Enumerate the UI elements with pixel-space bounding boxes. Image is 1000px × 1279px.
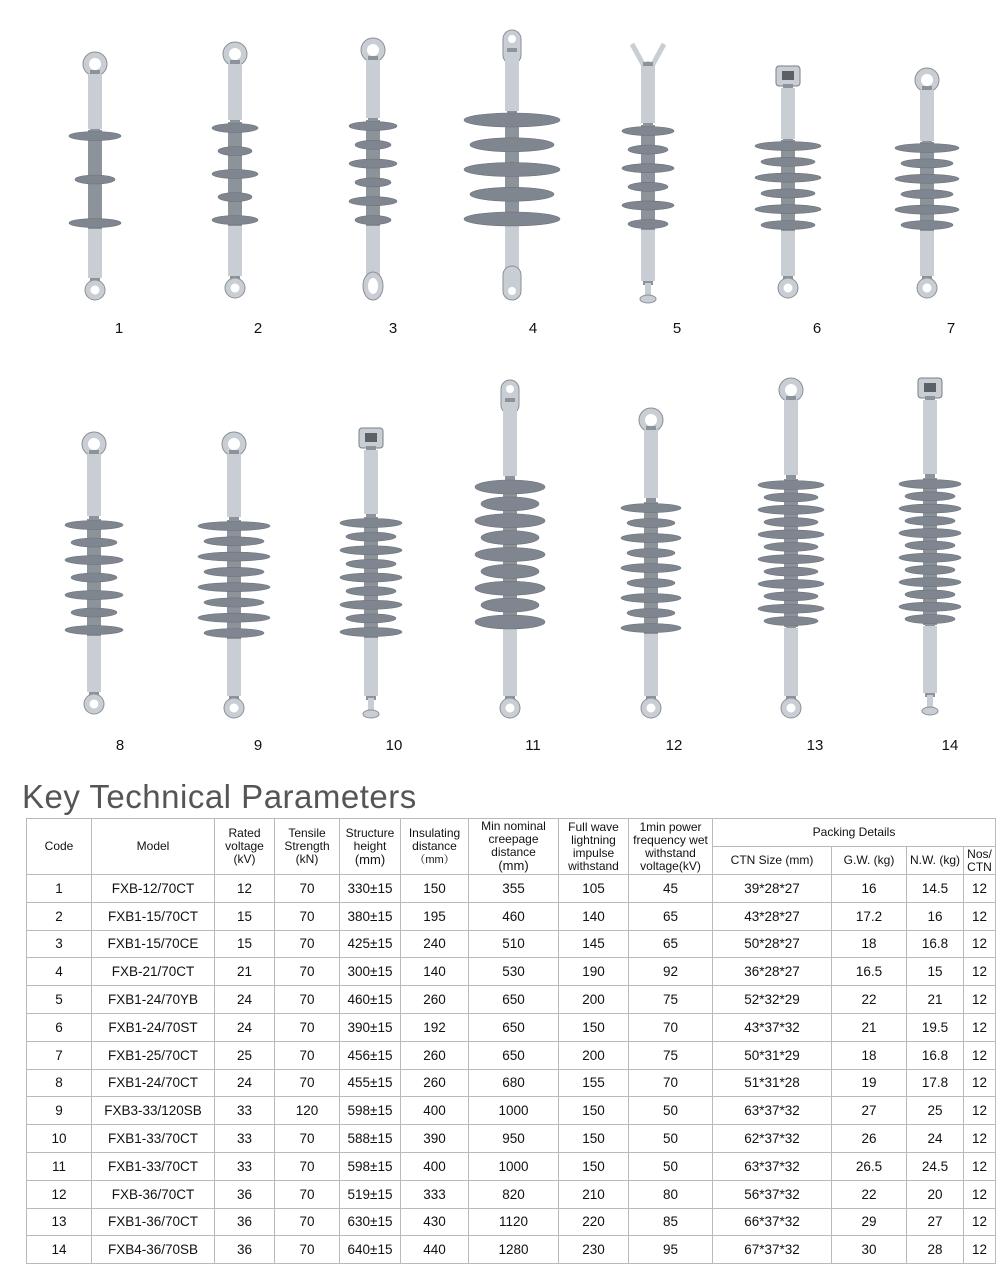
- cell-height: 425±15: [340, 930, 401, 958]
- cell-gw: 26: [832, 1125, 907, 1153]
- cell-rated: 24: [215, 1069, 275, 1097]
- cell-model: FXB1-15/70CE: [92, 930, 215, 958]
- cell-nw: 25: [907, 1097, 964, 1125]
- cell-model: FXB1-33/70CT: [92, 1152, 215, 1180]
- cell-gw: 19: [832, 1069, 907, 1097]
- cell-ctn: 63*37*32: [713, 1152, 832, 1180]
- insulator-7: [885, 68, 969, 298]
- cell-creep: 650: [469, 1013, 559, 1041]
- cell-insul: 400: [401, 1152, 469, 1180]
- cell-insul: 260: [401, 1069, 469, 1097]
- cell-freq: 75: [629, 986, 713, 1014]
- insulator-12: [611, 408, 691, 718]
- cell-tensile: 70: [275, 986, 340, 1014]
- insulator-number: 7: [946, 320, 956, 337]
- header-model: Model: [92, 819, 215, 875]
- cell-height: 598±15: [340, 1152, 401, 1180]
- cell-creep: 1120: [469, 1208, 559, 1236]
- cell-lightning: 150: [559, 1152, 629, 1180]
- table-row: [27, 930, 996, 958]
- insulator-drawing: [339, 38, 407, 300]
- cell-insul: 150: [401, 875, 469, 903]
- cell-code: 2: [27, 902, 92, 930]
- cell-height: 588±15: [340, 1125, 401, 1153]
- cell-ctn: 36*28*27: [713, 958, 832, 986]
- cell-lightning: 200: [559, 986, 629, 1014]
- cell-freq: 75: [629, 1041, 713, 1069]
- cell-height: 330±15: [340, 875, 401, 903]
- cell-lightning: 230: [559, 1236, 629, 1264]
- cell-insul: 195: [401, 902, 469, 930]
- cell-nos: 12: [964, 986, 996, 1014]
- table-row: [27, 1013, 996, 1041]
- header-code: Code: [27, 819, 92, 875]
- cell-model: FXB-21/70CT: [92, 958, 215, 986]
- insulator-drawing: [611, 408, 691, 718]
- cell-height: 630±15: [340, 1208, 401, 1236]
- cell-gw: 17.2: [832, 902, 907, 930]
- cell-freq: 50: [629, 1152, 713, 1180]
- cell-tensile: 120: [275, 1097, 340, 1125]
- cell-nw: 21: [907, 986, 964, 1014]
- cell-creep: 680: [469, 1069, 559, 1097]
- cell-freq: 45: [629, 875, 713, 903]
- insulator-1: [59, 52, 131, 300]
- cell-tensile: 70: [275, 1152, 340, 1180]
- insulator-drawing: [612, 44, 684, 303]
- cell-creep: 820: [469, 1180, 559, 1208]
- header-insulating-distance: Insulating distance （mm）: [401, 819, 469, 875]
- cell-freq: 70: [629, 1069, 713, 1097]
- cell-tensile: 70: [275, 902, 340, 930]
- cell-nos: 12: [964, 1236, 996, 1264]
- cell-gw: 29: [832, 1208, 907, 1236]
- header-tensile-strength: Tensile Strength (kN): [275, 819, 340, 875]
- table-row: [27, 1208, 996, 1236]
- cell-lightning: 150: [559, 1013, 629, 1041]
- cell-nw: 16.8: [907, 1041, 964, 1069]
- cell-height: 456±15: [340, 1041, 401, 1069]
- insulator-drawing: [188, 432, 280, 718]
- cell-nw: 20: [907, 1180, 964, 1208]
- cell-tensile: 70: [275, 1069, 340, 1097]
- cell-height: 460±15: [340, 986, 401, 1014]
- cell-nos: 12: [964, 1125, 996, 1153]
- table-row: [27, 875, 996, 903]
- cell-code: 11: [27, 1152, 92, 1180]
- cell-nw: 24.5: [907, 1152, 964, 1180]
- insulator-drawing: [889, 378, 971, 715]
- cell-tensile: 70: [275, 1180, 340, 1208]
- insulator-3: [339, 38, 407, 300]
- cell-ctn: 43*28*27: [713, 902, 832, 930]
- cell-creep: 510: [469, 930, 559, 958]
- cell-creep: 460: [469, 902, 559, 930]
- cell-rated: 33: [215, 1125, 275, 1153]
- insulator-number: 9: [253, 737, 263, 754]
- header-nos-ctn: Nos/ CTN: [964, 847, 996, 875]
- cell-creep: 1000: [469, 1097, 559, 1125]
- insulator-4: [454, 30, 570, 300]
- cell-lightning: 140: [559, 902, 629, 930]
- cell-nos: 12: [964, 930, 996, 958]
- cell-lightning: 155: [559, 1069, 629, 1097]
- header-power-frequency: 1min power frequency wet withstand voltage(kV): [629, 819, 713, 875]
- cell-ctn: 39*28*27: [713, 875, 832, 903]
- insulator-10: [330, 428, 412, 718]
- header-rated-voltage: Rated voltage (kV): [215, 819, 275, 875]
- cell-height: 380±15: [340, 902, 401, 930]
- cell-rated: 24: [215, 1013, 275, 1041]
- cell-code: 6: [27, 1013, 92, 1041]
- cell-height: 390±15: [340, 1013, 401, 1041]
- cell-model: FXB1-15/70CT: [92, 902, 215, 930]
- cell-insul: 260: [401, 986, 469, 1014]
- cell-model: FXB1-24/70ST: [92, 1013, 215, 1041]
- insulator-13: [748, 378, 834, 718]
- cell-nw: 16: [907, 902, 964, 930]
- cell-gw: 30: [832, 1236, 907, 1264]
- insulator-number: 10: [385, 737, 403, 754]
- cell-code: 7: [27, 1041, 92, 1069]
- insulator-number: 8: [115, 737, 125, 754]
- cell-model: FXB4-36/70SB: [92, 1236, 215, 1264]
- table-row: [27, 1069, 996, 1097]
- insulator-drawing: [465, 380, 555, 718]
- cell-model: FXB1-24/70YB: [92, 986, 215, 1014]
- cell-insul: 240: [401, 930, 469, 958]
- cell-nos: 12: [964, 875, 996, 903]
- cell-freq: 70: [629, 1013, 713, 1041]
- cell-nw: 27: [907, 1208, 964, 1236]
- cell-lightning: 105: [559, 875, 629, 903]
- insulator-drawing: [745, 66, 831, 298]
- header-gross-weight: G.W. (kg): [832, 847, 907, 875]
- cell-creep: 355: [469, 875, 559, 903]
- cell-model: FXB3-33/120SB: [92, 1097, 215, 1125]
- cell-nos: 12: [964, 1069, 996, 1097]
- table-row: [27, 1152, 996, 1180]
- cell-height: 300±15: [340, 958, 401, 986]
- cell-gw: 21: [832, 1013, 907, 1041]
- cell-ctn: 50*31*29: [713, 1041, 832, 1069]
- cell-tensile: 70: [275, 875, 340, 903]
- cell-gw: 16: [832, 875, 907, 903]
- cell-rated: 33: [215, 1152, 275, 1180]
- cell-lightning: 190: [559, 958, 629, 986]
- cell-nos: 12: [964, 958, 996, 986]
- cell-nos: 12: [964, 1013, 996, 1041]
- cell-rated: 15: [215, 930, 275, 958]
- insulator-drawing: [885, 68, 969, 298]
- cell-rated: 21: [215, 958, 275, 986]
- cell-model: FXB1-36/70CT: [92, 1208, 215, 1236]
- cell-lightning: 210: [559, 1180, 629, 1208]
- cell-creep: 1280: [469, 1236, 559, 1264]
- cell-gw: 18: [832, 1041, 907, 1069]
- cell-insul: 440: [401, 1236, 469, 1264]
- cell-nos: 12: [964, 1152, 996, 1180]
- cell-height: 519±15: [340, 1180, 401, 1208]
- insulator-14: [889, 378, 971, 715]
- cell-height: 640±15: [340, 1236, 401, 1264]
- cell-lightning: 150: [559, 1097, 629, 1125]
- cell-tensile: 70: [275, 1125, 340, 1153]
- cell-model: FXB-36/70CT: [92, 1180, 215, 1208]
- cell-ctn: 63*37*32: [713, 1097, 832, 1125]
- cell-model: FXB1-24/70CT: [92, 1069, 215, 1097]
- cell-height: 598±15: [340, 1097, 401, 1125]
- cell-tensile: 70: [275, 1013, 340, 1041]
- cell-lightning: 150: [559, 1125, 629, 1153]
- cell-rated: 33: [215, 1097, 275, 1125]
- cell-nw: 28: [907, 1236, 964, 1264]
- cell-nos: 12: [964, 902, 996, 930]
- cell-gw: 22: [832, 986, 907, 1014]
- insulator-number: 2: [253, 320, 263, 337]
- cell-creep: 650: [469, 986, 559, 1014]
- cell-insul: 260: [401, 1041, 469, 1069]
- cell-rated: 15: [215, 902, 275, 930]
- cell-insul: 192: [401, 1013, 469, 1041]
- insulator-number: 13: [806, 737, 824, 754]
- cell-ctn: 62*37*32: [713, 1125, 832, 1153]
- cell-nos: 12: [964, 1180, 996, 1208]
- cell-model: FXB-12/70CT: [92, 875, 215, 903]
- cell-height: 455±15: [340, 1069, 401, 1097]
- insulator-number: 3: [388, 320, 398, 337]
- cell-rated: 36: [215, 1236, 275, 1264]
- cell-nos: 12: [964, 1041, 996, 1069]
- cell-code: 1: [27, 875, 92, 903]
- cell-ctn: 56*37*32: [713, 1180, 832, 1208]
- cell-tensile: 70: [275, 958, 340, 986]
- insulator-drawing: [59, 52, 131, 300]
- cell-lightning: 220: [559, 1208, 629, 1236]
- table-row: [27, 1097, 996, 1125]
- header-net-weight: N.W. (kg): [907, 847, 964, 875]
- cell-rated: 36: [215, 1208, 275, 1236]
- insulator-number: 14: [941, 737, 959, 754]
- table-row: [27, 1125, 996, 1153]
- cell-lightning: 145: [559, 930, 629, 958]
- cell-gw: 16.5: [832, 958, 907, 986]
- cell-freq: 85: [629, 1208, 713, 1236]
- table-row: [27, 1180, 996, 1208]
- cell-ctn: 66*37*32: [713, 1208, 832, 1236]
- insulator-drawing: [330, 428, 412, 718]
- cell-creep: 650: [469, 1041, 559, 1069]
- cell-creep: 530: [469, 958, 559, 986]
- cell-rated: 25: [215, 1041, 275, 1069]
- cell-code: 12: [27, 1180, 92, 1208]
- cell-rated: 12: [215, 875, 275, 903]
- cell-code: 9: [27, 1097, 92, 1125]
- insulator-5: [612, 44, 684, 303]
- cell-tensile: 70: [275, 1236, 340, 1264]
- cell-model: FXB1-33/70CT: [92, 1125, 215, 1153]
- cell-freq: 50: [629, 1125, 713, 1153]
- insulator-number: 4: [528, 320, 538, 337]
- cell-freq: 65: [629, 902, 713, 930]
- cell-nos: 12: [964, 1208, 996, 1236]
- insulator-9: [188, 432, 280, 718]
- insulator-number: 1: [114, 320, 124, 337]
- cell-insul: 333: [401, 1180, 469, 1208]
- cell-lightning: 200: [559, 1041, 629, 1069]
- header-structure-height: Structure height (mm): [340, 819, 401, 875]
- cell-creep: 950: [469, 1125, 559, 1153]
- parameters-table: [26, 818, 996, 1264]
- cell-rated: 36: [215, 1180, 275, 1208]
- insulator-number: 6: [812, 320, 822, 337]
- section-title: Key Technical Parameters: [22, 778, 417, 815]
- cell-ctn: 43*37*32: [713, 1013, 832, 1041]
- insulator-drawing: [748, 378, 834, 718]
- table-row: [27, 1041, 996, 1069]
- cell-tensile: 70: [275, 1041, 340, 1069]
- cell-ctn: 67*37*32: [713, 1236, 832, 1264]
- cell-insul: 140: [401, 958, 469, 986]
- cell-code: 4: [27, 958, 92, 986]
- table-row: [27, 1236, 996, 1264]
- cell-code: 10: [27, 1125, 92, 1153]
- insulator-6: [745, 66, 831, 298]
- header-lightning-impulse: Full wave lightning impulse withstand: [559, 819, 629, 875]
- cell-freq: 50: [629, 1097, 713, 1125]
- header-packing-details: Packing Details: [713, 819, 996, 847]
- cell-rated: 24: [215, 986, 275, 1014]
- cell-nw: 17.8: [907, 1069, 964, 1097]
- cell-ctn: 52*32*29: [713, 986, 832, 1014]
- cell-ctn: 50*28*27: [713, 930, 832, 958]
- cell-freq: 92: [629, 958, 713, 986]
- cell-gw: 26.5: [832, 1152, 907, 1180]
- cell-tensile: 70: [275, 930, 340, 958]
- insulator-number: 11: [525, 737, 541, 754]
- cell-gw: 18: [832, 930, 907, 958]
- cell-code: 5: [27, 986, 92, 1014]
- cell-nw: 14.5: [907, 875, 964, 903]
- insulator-number: 12: [665, 737, 683, 754]
- table-row: [27, 986, 996, 1014]
- cell-ctn: 51*31*28: [713, 1069, 832, 1097]
- cell-code: 14: [27, 1236, 92, 1264]
- cell-insul: 400: [401, 1097, 469, 1125]
- insulator-drawing: [454, 30, 570, 300]
- cell-gw: 22: [832, 1180, 907, 1208]
- cell-nw: 16.8: [907, 930, 964, 958]
- cell-insul: 430: [401, 1208, 469, 1236]
- insulator-drawing: [55, 432, 133, 714]
- cell-code: 13: [27, 1208, 92, 1236]
- table-row: [27, 958, 996, 986]
- cell-nos: 12: [964, 1097, 996, 1125]
- insulator-number: 5: [672, 320, 682, 337]
- insulator-8: [55, 432, 133, 714]
- cell-nw: 15: [907, 958, 964, 986]
- insulator-2: [202, 42, 268, 298]
- header-creepage-distance: Min nominal creepage distance (mm): [469, 819, 559, 875]
- cell-freq: 95: [629, 1236, 713, 1264]
- cell-gw: 27: [832, 1097, 907, 1125]
- header-ctn-size: CTN Size (mm): [713, 847, 832, 875]
- cell-insul: 390: [401, 1125, 469, 1153]
- cell-code: 3: [27, 930, 92, 958]
- cell-nw: 19.5: [907, 1013, 964, 1041]
- cell-nw: 24: [907, 1125, 964, 1153]
- table-row: [27, 902, 996, 930]
- cell-tensile: 70: [275, 1208, 340, 1236]
- insulator-11: [465, 380, 555, 718]
- cell-freq: 65: [629, 930, 713, 958]
- cell-creep: 1000: [469, 1152, 559, 1180]
- cell-code: 8: [27, 1069, 92, 1097]
- cell-model: FXB1-25/70CT: [92, 1041, 215, 1069]
- cell-freq: 80: [629, 1180, 713, 1208]
- insulator-drawing: [202, 42, 268, 298]
